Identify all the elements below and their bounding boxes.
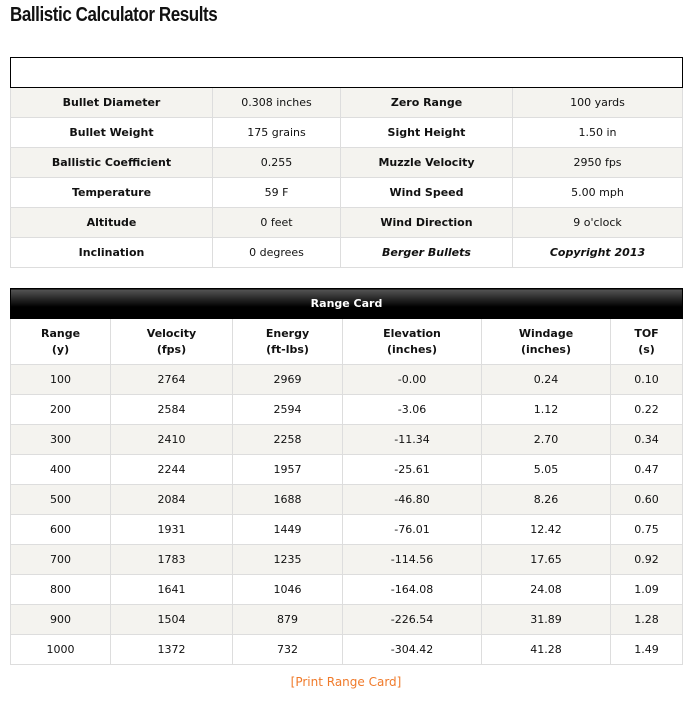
column-header-line: Range: [40, 326, 81, 340]
table-cell: 500: [11, 485, 111, 515]
table-cell: 800: [11, 575, 111, 605]
table-cell: 2764: [111, 365, 233, 395]
param-value: 5.00 mph: [513, 178, 683, 208]
table-cell: 1931: [111, 515, 233, 545]
table-cell: 300: [11, 425, 111, 455]
table-row: [11, 575, 683, 605]
table-cell: 8.26: [482, 485, 611, 515]
column-header-line: Energy: [265, 326, 310, 340]
table-row: [11, 545, 683, 575]
column-header-line: Windage: [518, 326, 574, 340]
table-cell: 24.08: [482, 575, 611, 605]
table-cell: -25.61: [343, 455, 482, 485]
table-cell: -164.08: [343, 575, 482, 605]
input-row: [11, 208, 683, 238]
table-cell: -0.00: [343, 365, 482, 395]
table-cell: 1046: [233, 575, 343, 605]
param-label: Zero Range: [341, 88, 513, 118]
param-value: 100 yards: [513, 88, 683, 118]
table-cell: -114.56: [343, 545, 482, 575]
column-header-line: (s): [638, 342, 655, 356]
input-parameters-caption: Input Parameters: [11, 58, 683, 88]
table-cell: 31.89: [482, 605, 611, 635]
table-cell: 2.70: [482, 425, 611, 455]
table-cell: 0.10: [611, 365, 683, 395]
table-row: [11, 365, 683, 395]
column-header-line: (fps): [156, 342, 187, 356]
table-cell: 600: [11, 515, 111, 545]
table-cell: 1449: [233, 515, 343, 545]
table-cell: 732: [233, 635, 343, 665]
input-row: [11, 178, 683, 208]
param-value: 2950 fps: [513, 148, 683, 178]
column-header: [482, 319, 611, 365]
table-cell: 1.28: [611, 605, 683, 635]
table-row: [11, 605, 683, 635]
param-label: Altitude: [11, 208, 213, 238]
table-cell: 1.09: [611, 575, 683, 605]
param-value: 0 degrees: [213, 238, 341, 268]
table-cell: 400: [11, 455, 111, 485]
param-label: Sight Height: [341, 118, 513, 148]
column-header: [111, 319, 233, 365]
table-cell: 1235: [233, 545, 343, 575]
table-cell: 0.60: [611, 485, 683, 515]
param-value: 0.255: [213, 148, 341, 178]
table-cell: 1641: [111, 575, 233, 605]
param-value: 9 o'clock: [513, 208, 683, 238]
param-value: 0 feet: [213, 208, 341, 238]
table-cell: 2244: [111, 455, 233, 485]
param-label: Bullet Diameter: [11, 88, 213, 118]
table-cell: 1.12: [482, 395, 611, 425]
param-label: Inclination: [11, 238, 213, 268]
column-header-line: (inches): [386, 342, 437, 356]
page-title: Ballistic Calculator Results: [10, 4, 218, 26]
column-header-line: (inches): [520, 342, 571, 356]
table-cell: 2594: [233, 395, 343, 425]
param-label: Bullet Weight: [11, 118, 213, 148]
table-cell: 2084: [111, 485, 233, 515]
table-row: [11, 455, 683, 485]
table-row: [11, 395, 683, 425]
column-header-line: Elevation: [383, 326, 441, 340]
table-cell: 0.47: [611, 455, 683, 485]
range-card-table: [10, 288, 683, 665]
table-cell: 0.22: [611, 395, 683, 425]
table-cell: 1000: [11, 635, 111, 665]
table-cell: 0.92: [611, 545, 683, 575]
table-cell: -46.80: [343, 485, 482, 515]
table-cell: -226.54: [343, 605, 482, 635]
param-label: Berger Bullets: [341, 238, 513, 268]
table-cell: -304.42: [343, 635, 482, 665]
param-label: Ballistic Coefficient: [11, 148, 213, 178]
print-range-card-link[interactable]: [Print Range Card]: [290, 675, 402, 689]
table-cell: 1372: [111, 635, 233, 665]
param-label: Wind Direction: [341, 208, 513, 238]
table-cell: -11.34: [343, 425, 482, 455]
table-cell: 900: [11, 605, 111, 635]
column-header: [343, 319, 482, 365]
param-value: 1.50 in: [513, 118, 683, 148]
param-value: 175 grains: [213, 118, 341, 148]
table-row: [11, 485, 683, 515]
table-cell: 12.42: [482, 515, 611, 545]
table-cell: 100: [11, 365, 111, 395]
table-cell: 0.24: [482, 365, 611, 395]
table-cell: 5.05: [482, 455, 611, 485]
table-cell: 2258: [233, 425, 343, 455]
param-value: Copyright 2013: [513, 238, 683, 268]
range-card-caption: Range Card: [11, 289, 683, 319]
column-header-line: Velocity: [146, 326, 197, 340]
table-cell: 2410: [111, 425, 233, 455]
table-cell: 1688: [233, 485, 343, 515]
table-row: [11, 515, 683, 545]
param-label: Wind Speed: [341, 178, 513, 208]
column-header-line: (ft-lbs): [266, 342, 309, 356]
column-header-line: (y): [51, 342, 70, 356]
param-value: 59 F: [213, 178, 341, 208]
table-cell: 1504: [111, 605, 233, 635]
table-cell: 879: [233, 605, 343, 635]
column-header: [233, 319, 343, 365]
input-row: [11, 88, 683, 118]
input-parameters-table: [10, 57, 683, 268]
param-value: 0.308 inches: [213, 88, 341, 118]
table-row: [11, 425, 683, 455]
table-cell: 17.65: [482, 545, 611, 575]
input-row: [11, 118, 683, 148]
table-cell: 0.34: [611, 425, 683, 455]
table-cell: 2969: [233, 365, 343, 395]
input-row: [11, 148, 683, 178]
table-cell: 1783: [111, 545, 233, 575]
table-cell: -76.01: [343, 515, 482, 545]
column-header: [611, 319, 683, 365]
column-header-line: TOF: [634, 326, 659, 340]
table-cell: 41.28: [482, 635, 611, 665]
table-cell: 1.49: [611, 635, 683, 665]
table-cell: 700: [11, 545, 111, 575]
table-cell: 0.75: [611, 515, 683, 545]
param-label: Temperature: [11, 178, 213, 208]
table-cell: 1957: [233, 455, 343, 485]
table-cell: 2584: [111, 395, 233, 425]
table-cell: -3.06: [343, 395, 482, 425]
column-header: [11, 319, 111, 365]
table-cell: 200: [11, 395, 111, 425]
input-row: [11, 238, 683, 268]
param-label: Muzzle Velocity: [341, 148, 513, 178]
table-row: [11, 635, 683, 665]
